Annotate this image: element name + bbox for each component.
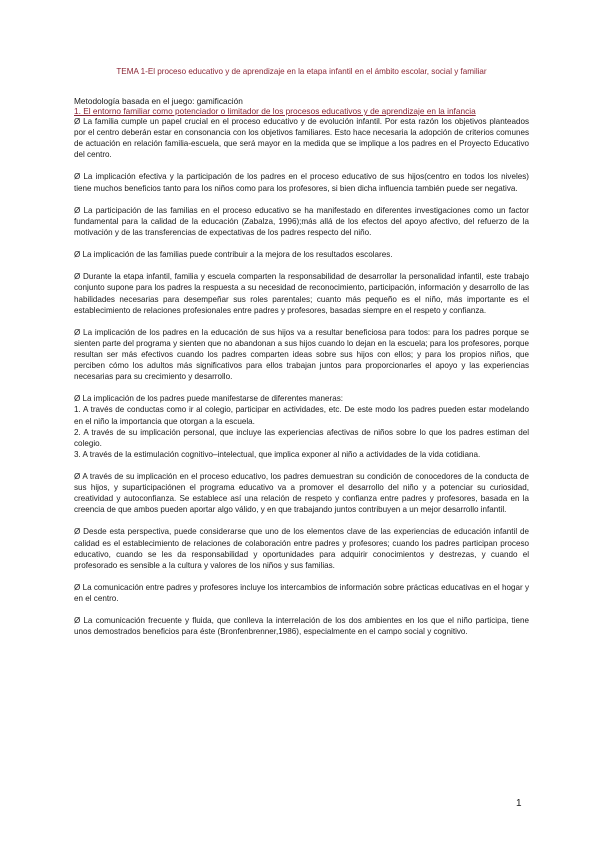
paragraph-gap	[74, 515, 529, 526]
paragraph-gap	[74, 260, 529, 271]
paragraph-gap	[74, 194, 529, 205]
page-number: 1	[516, 798, 522, 809]
paragraph-gap	[74, 460, 529, 471]
list-item-conduct: 1. A través de conductas como ir al colegio, participar en actividades, etc. De este modo los padres pueden estar modelando en el niño la importancia que otorgan a la escuela.	[74, 405, 529, 426]
section-heading-link[interactable]: 1. El entorno familiar como potenciador o limitador de los procesos educativos y de aprendizaje en la infancia	[74, 106, 476, 116]
paragraph-gap	[74, 316, 529, 327]
paragraph-family-role: Ø La familia cumple un papel crucial en el proceso educativo y de evolución infantil. Por esta razón los objetivos planteados por el centro deberán estar en consonancia con los objetivos familiares. Esto hace necesaria la adopción de criterios comunes de actuación en relación familia-escuela, que será mayor en la medida que se implique a los padres en el Proyecto Educativo del centro.	[74, 117, 529, 160]
list-item-cognitive: 3. A través de la estimulación cognitivo–intelectual, que implica exponer al niño a actividades de la vida cotidiana.	[74, 449, 481, 459]
paragraph-school-results: Ø La implicación de las familias puede contribuir a la mejora de los resultados escolares.	[74, 250, 393, 260]
paragraph-educational-process: Ø A través de su implicación en el proceso educativo, los padres demuestran su condición de conocedores de la conducta de sus hijos, y suparticipaciónen el programa educativo va a promover el desarrollo del niño y a potenciar su curiosidad, creatividad y autoconfianza. Se establece así una relación de respeto y confianza entre padres y profesores, basada en la creencia de que ambos pueden aportar algo válido, y en que trabajando juntos contribuyen a un mejor desarrollo infantil.	[74, 472, 529, 515]
paragraph-family-participation: Ø La participación de las familias en el proceso educativo se ha manifestado en diferentes investigaciones como un factor fundamental para la calidad de la educación (Zabalza, 1996);más allá de los efectos del apoyo afectivo, del refuerzo de la motivación y de las transferencias de expectativas de los padres respecto del niño.	[74, 205, 529, 237]
paragraph-gap	[74, 160, 529, 171]
document-title: TEMA 1-El proceso educativo y de aprendizaje en la etapa infantil en el ámbito escolar, social y familiar	[116, 67, 487, 76]
section-subtitle: Metodología basada en el juego: gamificación	[74, 96, 243, 106]
paragraph-gap	[74, 382, 529, 393]
list-item-personal: 2. A través de su implicación personal, que incluye las experiencias afectivas de niños sobre lo que los padres estiman del colegio.	[74, 427, 529, 448]
paragraph-ways-intro: Ø La implicación de los padres puede manifestarse de diferentes maneras:	[74, 394, 344, 404]
paragraph-shared-responsibility: Ø Durante la etapa infantil, familia y escuela comparten la responsabilidad de desarrollar la personalidad infantil, este trabajo conjunto supone para los padres la respuesta a su necesidad de reconocimiento, participación, información y desarrollo de las habilidades necesarias para desempeñar sus roles parentales; cuanto más pequeño es el niño, más importante es el establecimiento de relaciones profesionales entre padres y profesores, basadas siempre en el respeto y confianza.	[74, 272, 529, 315]
paragraph-parent-involvement: Ø La implicación efectiva y la participación de los padres en el proceso educativo de sus hijos(centro en todos los niveles) tiene muchos beneficios tanto para los niños como para los profesores, si bien dicha influencia también puede ser negativa.	[74, 172, 529, 193]
paragraph-gap	[74, 604, 529, 615]
paragraph-perspective: Ø Desde esta perspectiva, puede considerarse que uno de los elementos clave de las experiencias de educación infantil de calidad es el establecimiento de relaciones de colaboración entre padres y profesores; cuando los padres participan proceso educativo, cuando se les da responsabilidad y oportunidades para adquirir conocimientos y destrezas, y cuando el profesorado es sensible a la cultura y valores de los niños y sus familias.	[74, 527, 529, 570]
paragraph-communication: Ø La comunicación entre padres y profesores incluye los intercambios de información sobre prácticas educativas en el hogar y en el centro.	[74, 582, 529, 604]
paragraph-frequent-communication: Ø La comunicación frecuente y fluida, que conlleva la interrelación de los dos ambientes en los que el niño participa, tiene unos demostrados beneficios para éste (Bronfenbrenner,1986), especialmente en el campo social y cognitivo.	[74, 616, 529, 637]
paragraph-gap	[74, 238, 529, 249]
document-page	[74, 66, 529, 637]
paragraph-benefits: Ø La implicación de los padres en la educación de sus hijos va a resultar beneficiosa para todos: para los padres porque se sienten parte del programa y sienten que no abandonan a sus hijos cuando lo dejan en la escuela; para los profesores, porque resultan ser más efectivos cuando los padres comparten ideas sobre sus hijos con ellos; y para los propios niños, que perciben cómo los adultos más significativos para ellos trabajan juntos para proporcionarles el apoyo y las experiencias necesarias para su crecimiento y desarrollo.	[74, 327, 529, 382]
paragraph-gap	[74, 571, 529, 582]
